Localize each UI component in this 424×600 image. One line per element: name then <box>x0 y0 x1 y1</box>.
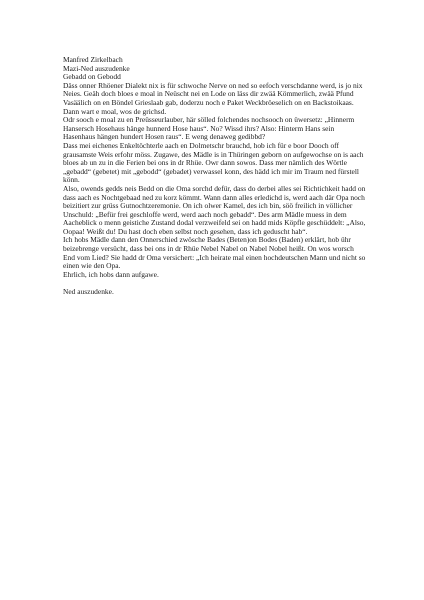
paragraph-6: Ehrlich, ich hobs dann aufgawe. <box>63 269 159 279</box>
paragraph-1: Däss onner Rhöener Dialekt nix is für schwoche Nerve on ned so eefoch verschdanne werd, is jo nix Neies. Geäh doch bloes e moal in Neüscht nei en Lode on läss dir zwää Kömmerlich, zwää Pfund Vasäälich on en Böndel Grieslaab gab, doderzu noch e Paket Weckbröeselich on en Backstoikaas. Dann wart e moal, wos de grichsd. <box>63 80 363 116</box>
author-name: Manfred Zirkelbach <box>63 55 123 64</box>
closing-line: Ned auszudenke. <box>63 287 114 297</box>
paragraph-5: Ich hobs Mädle dann den Onnerschied zwösche Bades (Beten)on Bodes (Baden) erklärt, hob ühr beizebrenge versücht, dass bei ons in dr Rhüe Nebel Nabel on Nabel Nobel heißt. On wos worsch End vom Lied? Sie hadd dr Oma versichert: „Ich heirate mal einen hochdeutschen Mann und nicht so einen wie den Opa. <box>63 235 366 271</box>
paragraph-4: Also, owends gedds neis Bedd on die Oma sorchd defür, dass do derbei alles sei Richtichkeit hadd on dass aach es Nochtgebaad ned zu korz kömmt. Wann dann alles erledichd is, werd aach där Opa noch beizitiert zur grüss Gutnochtzeremonie. On ich olwer Kamel, des ich bin, söö freilich in völlicher Unschuld: „Befür frei geschloffe werd, werd aach noch gebadd“. Des arm Mädle muess in dem Aacheblick o menn geistiche Zustand dodal verzweifeld sei on hadd mids Köpfle geschüddelt: „Also, Oopaa! Weißt du! Du hast doch eben selbst noch gesehen, dass ich geduscht hab“. <box>63 183 366 236</box>
paragraph-2: Odr sooch e moal zu en Preüsseurlauber, här sölled folchendes nochsooch on üwersetz: „Hinnerm Hansersch Hosehaus hänge hunnerd Hose haus“. No? Wissd ihrs? Also: Hinterm Hans sein Hasenhaus hängen hundert Hosen raus“. E weng denaweg gedibbd? <box>63 115 355 142</box>
paragraph-3: Dass mei eichenes Enkeltöchterle aach en Dolmetschr brauchd, hob ich für e boor Dooch off grausamste Weis erfohr möss. Zugawe, des Mädle is in Thüringen geborn on aufgewochse on is aach bloes ab un zu in die Ferien bei ons in dr Rhüe. Owr dann sowos. Dass mer nämlich des Wörtle „gebadd“ (gebetet) mit „gebodd“ (gebadet) verwassel konn, des hädd ich mir im Traum ned fürstell könn. <box>63 140 364 185</box>
document-content <box>63 56 367 297</box>
story-body <box>63 82 367 280</box>
story-title: Gebadd on Gebodd <box>63 72 121 82</box>
series-title: Mazi-Ned auszudenke <box>63 63 130 73</box>
